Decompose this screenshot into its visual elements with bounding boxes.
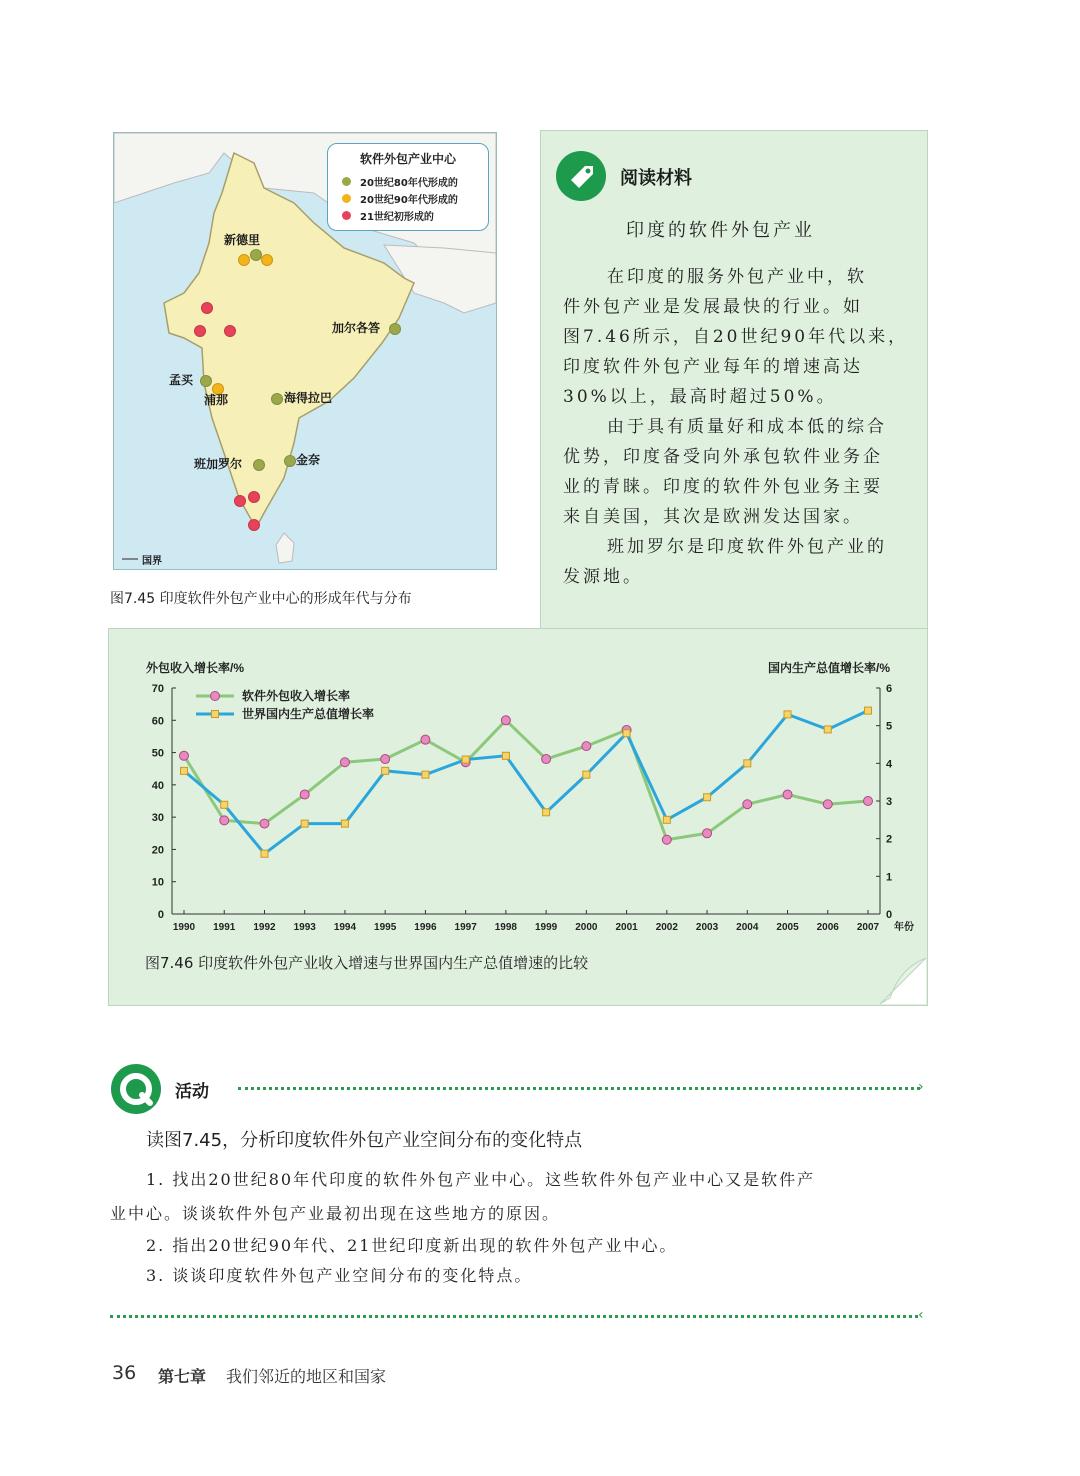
tick-label-x: 1996 xyxy=(414,922,437,933)
city-pune: 浦那 xyxy=(204,393,229,407)
data-point-gdp xyxy=(261,850,268,857)
dot-hyderabad xyxy=(271,393,283,405)
dot-21c-5 xyxy=(248,491,260,503)
legend-dot-80s xyxy=(342,177,351,186)
dot-delhi-1 xyxy=(238,254,250,266)
data-point-gdp xyxy=(583,771,590,778)
page-number: 36 xyxy=(112,1362,137,1384)
tag-icon xyxy=(555,150,607,202)
tick-label-left: 20 xyxy=(151,844,164,857)
tick-label-right: 1 xyxy=(886,871,893,884)
chapter-title: 我们邻近的地区和国家 xyxy=(226,1367,387,1386)
dot-21c-6 xyxy=(248,519,260,531)
page-curl-icon xyxy=(880,958,928,1006)
y-axis-right-label: 国内生产总值增长率/% xyxy=(767,661,890,675)
tick-label-x: 2003 xyxy=(695,922,719,933)
para-line: 班加罗尔是印度软件外包产业的 xyxy=(607,537,887,557)
data-point-revenue xyxy=(582,742,591,751)
legend-marker-revenue xyxy=(211,692,220,701)
para-line: 优势，印度备受向外承包软件业务企 xyxy=(563,447,883,467)
series-line-1 xyxy=(184,711,868,854)
activity-heading: 读图7.45，分析印度软件外包产业空间分布的变化特点 xyxy=(146,1130,583,1151)
data-point-revenue xyxy=(501,716,510,725)
data-point-gdp xyxy=(824,726,831,733)
activity-divider-top xyxy=(238,1087,920,1090)
arrow-right-icon: › xyxy=(918,1079,924,1095)
city-kolkata: 加尔各答 xyxy=(332,321,381,335)
data-point-revenue xyxy=(783,790,792,799)
data-point-gdp xyxy=(784,711,791,718)
tick-label-right: 4 xyxy=(886,758,893,771)
legend-label-1: 世界国内生产总值增长率 xyxy=(242,707,375,721)
para-line: 业的青睐。印度的软件外包业务主要 xyxy=(563,477,883,497)
tick-label-left: 50 xyxy=(151,747,164,760)
dot-kolkata xyxy=(389,323,401,335)
para-line: 由于具有质量好和成本低的综合 xyxy=(607,417,887,437)
legend-item-90s: 20世纪90年代形成的 xyxy=(360,195,458,206)
arrow-left-icon: ‹ xyxy=(918,1307,924,1323)
tick-label-right: 5 xyxy=(886,720,893,733)
reading-title: 阅读材料 xyxy=(620,168,692,189)
dot-21c-1 xyxy=(201,302,213,314)
tick-label-x: 1991 xyxy=(213,922,236,933)
data-point-gdp xyxy=(502,752,509,759)
growth-chart xyxy=(108,650,926,950)
data-point-revenue xyxy=(220,816,229,825)
question-line: 2. 指出20世纪90年代、21世纪印度新出现的软件外包产业中心。 xyxy=(146,1236,678,1255)
data-point-gdp xyxy=(704,794,711,801)
tick-label-x: 2000 xyxy=(575,922,598,933)
data-point-revenue xyxy=(864,797,873,806)
activity-icon xyxy=(110,1063,162,1115)
data-point-revenue xyxy=(542,755,551,764)
city-hyderabad: 海得拉巴 xyxy=(284,391,333,405)
para-line: 来自美国，其次是欧洲发达国家。 xyxy=(563,507,863,527)
data-point-gdp xyxy=(663,816,670,823)
data-point-gdp xyxy=(543,809,550,816)
tick-label-right: 6 xyxy=(886,683,893,695)
tick-label-x: 2006 xyxy=(816,922,839,933)
data-point-gdp xyxy=(462,756,469,763)
tick-label-x: 1993 xyxy=(293,922,316,933)
tick-label-right: 3 xyxy=(886,796,893,808)
legend-title: 软件外包产业中心 xyxy=(359,152,456,166)
dot-delhi-3 xyxy=(261,254,273,266)
legend-marker-gdp xyxy=(212,711,219,718)
para-line: 30%以上，最高时超过50%。 xyxy=(563,387,837,407)
dot-bangalore xyxy=(253,459,265,471)
tick-label-x: 1995 xyxy=(374,922,397,933)
legend-item-21c: 21世纪初形成的 xyxy=(360,212,434,223)
city-new-delhi: 新德里 xyxy=(224,233,261,247)
tick-label-x: 1990 xyxy=(172,922,196,933)
data-point-revenue xyxy=(703,829,712,838)
data-point-gdp xyxy=(221,801,228,808)
para-line: 发源地。 xyxy=(563,567,643,587)
para-line: 件外包产业是发展最快的行业。如 xyxy=(563,297,863,317)
data-point-revenue xyxy=(823,800,832,809)
question-line: 3. 谈谈印度软件外包产业空间分布的变化特点。 xyxy=(146,1266,533,1285)
para-line: 在印度的服务外包产业中，软 xyxy=(607,267,867,287)
dot-21c-4 xyxy=(234,495,246,507)
data-point-revenue xyxy=(743,800,752,809)
tick-label-x: 2004 xyxy=(736,922,759,933)
question-line: 1. 找出20世纪80年代印度的软件外包产业中心。这些软件外包产业中心又是软件产 xyxy=(146,1170,816,1189)
reading-subtitle: 印度的软件外包产业 xyxy=(626,220,815,241)
dot-21c-3 xyxy=(224,325,236,337)
reading-body xyxy=(563,262,913,592)
tick-label-x: 1999 xyxy=(534,922,558,933)
city-mumbai: 孟买 xyxy=(169,373,194,387)
tick-label-x: 2007 xyxy=(856,922,880,933)
data-point-gdp xyxy=(382,767,389,774)
data-point-revenue xyxy=(662,835,671,844)
dot-chennai xyxy=(284,455,296,467)
legend-dot-21c xyxy=(342,211,351,220)
data-point-revenue xyxy=(300,790,309,799)
data-point-revenue xyxy=(421,735,430,744)
series-line-0 xyxy=(184,720,868,839)
tick-label-x: 2005 xyxy=(776,922,799,933)
data-point-gdp xyxy=(181,767,188,774)
activity-questions-2 xyxy=(146,1231,936,1291)
data-point-gdp xyxy=(341,820,348,827)
legend-item-80s: 20世纪80年代形成的 xyxy=(360,178,458,189)
tick-label-left: 70 xyxy=(151,683,164,695)
activity-questions xyxy=(146,1165,936,1195)
data-point-revenue xyxy=(381,755,390,764)
tick-label-right: 2 xyxy=(886,833,893,846)
para-line: 印度软件外包产业每年的增速高达 xyxy=(563,357,863,377)
tick-label-left: 10 xyxy=(151,876,164,889)
data-point-gdp xyxy=(744,760,751,767)
dot-21c-2 xyxy=(194,325,206,337)
data-point-revenue xyxy=(180,751,189,760)
y-axis-left-label: 外包收入增长率/% xyxy=(146,661,245,675)
tick-label-x: 1992 xyxy=(253,922,276,933)
map-caption: 图7.45 印度软件外包产业中心的形成年代与分布 xyxy=(110,591,412,607)
data-point-revenue xyxy=(340,758,349,767)
chart-caption: 图7.46 印度软件外包产业收入增速与世界国内生产总值增速的比较 xyxy=(145,954,589,972)
tick-label-x: 2002 xyxy=(655,922,678,933)
tick-label-x: 2001 xyxy=(615,922,638,933)
data-point-revenue xyxy=(260,819,269,828)
tick-label-left: 40 xyxy=(151,779,164,792)
india-map xyxy=(113,132,497,570)
activity-title: 活动 xyxy=(175,1082,209,1102)
data-point-gdp xyxy=(301,820,308,827)
map-legend xyxy=(327,143,489,231)
city-bangalore: 班加罗尔 xyxy=(194,457,243,471)
data-point-gdp xyxy=(422,771,429,778)
activity-questions-cont xyxy=(110,1199,930,1229)
tick-label-x: 1994 xyxy=(333,922,357,933)
tick-label-left: 30 xyxy=(151,812,164,825)
tick-label-x: 1997 xyxy=(454,922,477,933)
para-line: 图7.46所示，自20世纪90年代以来， xyxy=(563,327,909,347)
x-unit-label: 年份 xyxy=(894,922,914,933)
legend-dot-90s xyxy=(342,194,351,203)
activity-divider-bottom xyxy=(110,1315,918,1318)
tick-label-right: 0 xyxy=(886,909,893,921)
tick-label-x: 1998 xyxy=(494,922,518,933)
dot-mumbai xyxy=(200,375,212,387)
data-point-gdp xyxy=(623,730,630,737)
legend-label-0: 软件外包收入增长率 xyxy=(242,689,351,703)
tick-label-left: 60 xyxy=(151,715,164,728)
border-label: 国界 xyxy=(142,556,162,567)
chapter-label: 第七章 xyxy=(158,1367,207,1386)
tick-label-left: 0 xyxy=(157,909,164,921)
question-line: 业中心。谈谈软件外包产业最初出现在这些地方的原因。 xyxy=(110,1204,561,1223)
data-point-gdp xyxy=(865,707,872,714)
city-chennai: 金奈 xyxy=(296,453,321,467)
